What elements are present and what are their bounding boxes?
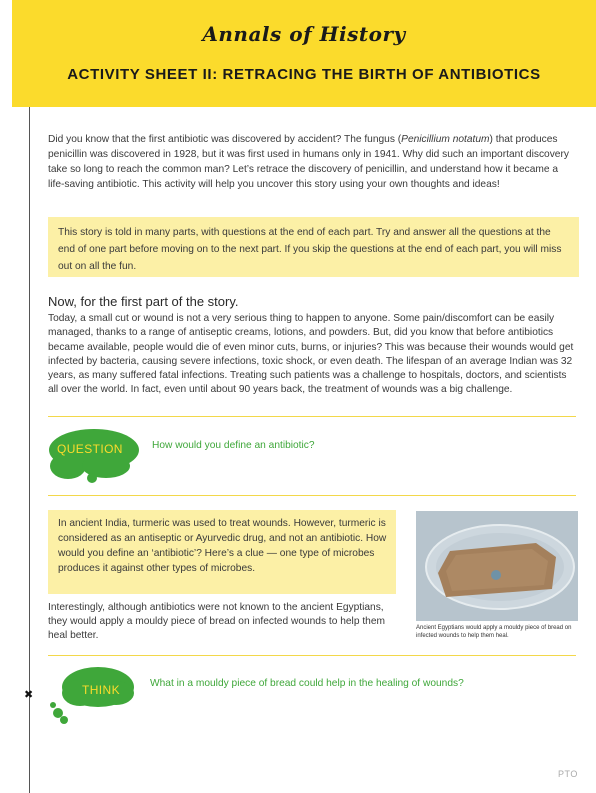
turmeric-text: In ancient India, turmeric was used to treat wounds. However, turmeric is considered as an antiseptic or Ayurvedic drug, and not an antibiotic. How would you define an ‘antibiotic’? Here’s a clue — one type of microbes produces it against other types of microbes. [58, 518, 387, 574]
egypt-paragraph: Interestingly, although antibiotics were not known to the ancient Egyptians, they would apply a mouldy piece of bread on infected wounds to help them heal better. [48, 602, 385, 641]
intro-paragraph: Did you know that the first antibiotic was discovered by accident? The fungus (Penicillium notatum) that produces penicillin was discovered in 1928, but it was first used in humans only in 1941. Why did such an important discovery take so long to reach the common man? Let’s retrace the discovery of penicillin, and understand how it became a life-saving antibiotic. This activity will help you uncover this story using your own thoughts and ideas! [48, 134, 569, 190]
divider [48, 655, 576, 656]
think-text: What in a mouldy piece of bread could help in the healing of wounds? [150, 678, 464, 689]
part1-body: Today, a small cut or wound is not a very serious thing to happen to anyone. Some pain/discomfort can be easily managed, thanks to a range of antiseptic creams, lotions, and powders. But, did you know that before antibiotics became available, people would die of even minor cuts, burns, or injuries? This was because their wounds would get infected by bacteria, causing severe infections, toxic shock, or even death. The lifespan of an average Indian was 32 years, as many suffered fatal infections. Treating such patients was a challenge to hospitals, doctors, and scientists all over the world. In fact, even until about 90 years back, the treatment of wounds was a big challenge. [48, 313, 574, 396]
page-header [12, 0, 596, 107]
divider [48, 495, 576, 496]
think-label: THINK [82, 683, 120, 697]
sheet-title: ACTIVITY SHEET II: RETRACING THE BIRTH OF ANTIBIOTICS [67, 66, 541, 83]
question-text: How would you define an antibiotic? [152, 440, 315, 451]
divider [48, 416, 576, 417]
part1-heading: Now, for the first part of the story. [48, 294, 239, 309]
question-cloud-icon [48, 428, 140, 484]
scissors-mark-icon: ✖ [24, 688, 34, 701]
photo-caption: Ancient Egyptians would apply a mouldy piece of bread on infected wounds to help them heal. [416, 625, 572, 639]
turmeric-box [48, 510, 396, 594]
mouldy-bread-photo [416, 511, 578, 621]
instructions-text: This story is told in many parts, with questions at the end of each part. Try and answer all the questions at the end of one part before moving on to the next part. If you skip the questions at the end of each part, you will miss out on all the fun. [58, 227, 562, 272]
brand-title: Annals of History [202, 22, 406, 46]
question-label: QUESTION [57, 442, 123, 456]
fungus-name: Penicillium notatum [401, 134, 490, 145]
instructions-box [48, 217, 579, 277]
pto-label: PTO [558, 769, 578, 779]
